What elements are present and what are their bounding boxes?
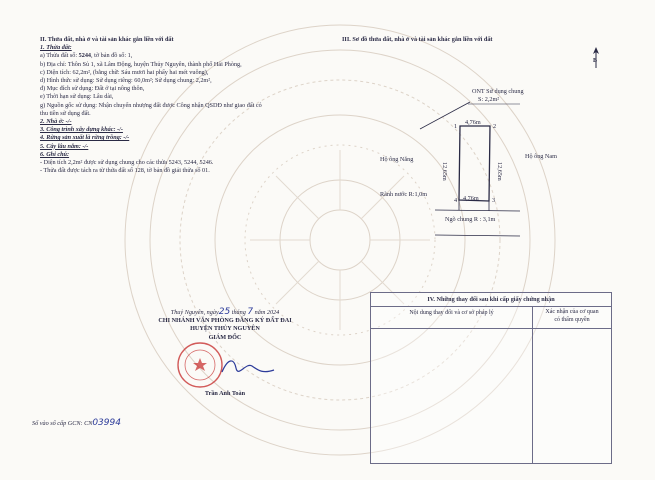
changes-table-body <box>371 329 611 463</box>
origin-line-1: g) Nguồn gốc sử dụng: Nhận chuyển nhượng đất được Công nhận QSDĐ như giao đất có <box>40 101 262 109</box>
section-3-title: III. Sơ đồ thửa đất, nhà ở và tài sản khác gắn liền với đất <box>342 36 493 43</box>
usage-term-line: e) Thời hạn sử dụng: Lâu dài, <box>40 93 114 101</box>
changes-confirmation-header: Xác nhận của cơ quan có thẩm quyền <box>545 309 599 323</box>
bottom-length-label: 4,76m <box>463 195 479 202</box>
changes-table <box>370 292 612 464</box>
house-header: 2. Nhà ở: -/- <box>40 118 72 126</box>
land-parcel-line: a) Thửa đất số: 5244, tờ bản đồ số: 1, <box>40 52 133 60</box>
left-length-label: 12,65m <box>441 162 448 181</box>
address-line: b) Địa chỉ: Thôn Sủ 1, xã Lâm Động, huyện Thủy Nguyên, thành phố Hải Phòng, <box>40 60 242 68</box>
handwritten-month: 7 <box>247 307 254 317</box>
section-2-land-info <box>40 36 330 175</box>
point-4-label: 4 <box>454 197 458 204</box>
parcel-number: 5244 <box>78 52 92 60</box>
serial-number: 03994 <box>92 418 121 428</box>
usage-form-line: d) Hình thức sử dụng: Sử dụng riêng: 60,0m²; Sử dụng chung: 2,2m², <box>40 77 212 85</box>
perennial-trees-header: 5. Cây lâu năm: -/- <box>40 142 89 150</box>
issuing-org-line-1: CHI NHÁNH VĂN PHÒNG ĐĂNG KÝ ĐẤT ĐAI <box>158 317 292 325</box>
changes-table-header-row <box>371 307 611 329</box>
ont-area-label: S: 2,2m² <box>478 96 500 103</box>
point-2-label: 2 <box>493 123 497 130</box>
parcel-diagram <box>350 52 610 272</box>
forest-header: 4. Rừng sản xuất là rừng trồng: -/- <box>40 134 130 142</box>
point-3-label: 3 <box>492 197 496 204</box>
signer-name: Trần Anh Toàn <box>204 389 246 397</box>
changes-content-header: Nội dung thay đổi và cơ sở pháp lý <box>371 307 533 328</box>
area-line: c) Diện tích: 62,2m², (bằng chữ: Sáu mươi hai phẩy hai mét vuông), <box>40 68 209 76</box>
north-label: B <box>593 58 598 64</box>
issuing-org-line-2: HUYỆN THỦY NGUYÊN <box>190 325 260 333</box>
right-neighbor-label: Hộ ông Nam <box>525 153 557 160</box>
note-1: - Diện tích 2,2m² được sử dụng chung cho các thửa 5243, 5244, 5246. <box>40 159 214 167</box>
ont-label: ONT Sử dụng chung <box>472 88 524 95</box>
gcn-serial <box>32 418 121 428</box>
drain-label: Rãnh nước R:1,0m <box>380 191 428 198</box>
changes-table-title: IV. Những thay đổi sau khi cấp giấy chứng nhận <box>371 293 611 307</box>
other-construction-header: 3. Công trình xây dựng khác: -/- <box>40 126 123 134</box>
left-neighbor-label: Hộ ông Năng <box>380 156 414 163</box>
signer-role: GIÁM ĐỐC <box>208 333 242 341</box>
right-length-label: 12,65m <box>496 162 503 181</box>
section-2-title: II. Thửa đất, nhà ở và tài sản khác gắn liền với đất <box>40 36 174 43</box>
origin-line-2: thu tiền sử dụng đất. <box>40 109 91 117</box>
top-length-label: 4,76m <box>465 119 481 126</box>
usage-purpose-line: đ) Mục đích sử dụng: Đất ở tại nông thôn, <box>40 85 145 93</box>
handwritten-day: 25 <box>218 307 231 317</box>
point-1-label: 1 <box>454 123 458 130</box>
serial-label: Số vào sổ cấp GCN: CN <box>32 420 93 427</box>
land-header: 1. Thửa đất: <box>40 44 72 52</box>
handwritten-signature-icon <box>218 352 278 382</box>
notes-header: 6. Ghi chú: <box>40 150 70 158</box>
lane-label: Ngõ chung R : 3,1m <box>445 216 496 223</box>
signing-date: Thuỷ Nguyên, ngày25 tháng 7 năm 2024 <box>170 307 280 317</box>
note-2: - Thửa đất được tách ra từ thửa đất số 128, tờ bản đồ giải thửa số 01. <box>40 167 210 175</box>
